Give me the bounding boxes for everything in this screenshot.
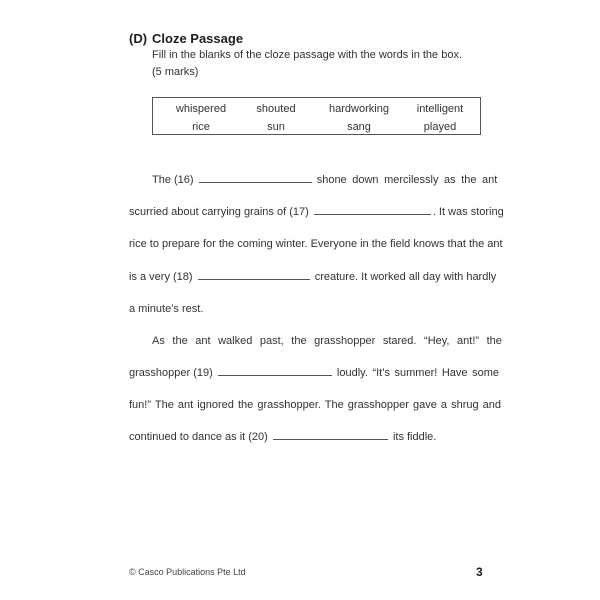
passage-text: grasshopper (19) bbox=[129, 367, 213, 379]
word-option: sang bbox=[347, 121, 371, 133]
passage-line bbox=[152, 173, 498, 187]
passage-line bbox=[152, 334, 502, 348]
passage-text: rice to prepare for the coming winter. Everyone in the field knows that the ant bbox=[129, 238, 503, 250]
passage-text: continued to dance as it (20) bbox=[129, 431, 268, 443]
passage-text: . It was storing bbox=[432, 206, 504, 218]
passage-text: As the ant walked past, the grasshopper stared. “Hey, ant!” the bbox=[152, 335, 502, 347]
blank-18[interactable] bbox=[198, 278, 310, 280]
word-option: rice bbox=[192, 121, 210, 133]
passage-line bbox=[129, 366, 499, 380]
passage-line bbox=[129, 302, 481, 316]
passage-line bbox=[129, 430, 481, 444]
word-box-row bbox=[153, 118, 480, 136]
passage-text: a minute’s rest. bbox=[129, 303, 204, 315]
passage-text: scurried about carrying grains of (17) bbox=[129, 206, 309, 218]
blank-19[interactable] bbox=[218, 374, 332, 376]
passage-line bbox=[129, 237, 503, 251]
passage-text: shone down mercilessly as the ant bbox=[316, 174, 498, 186]
word-option: hardworking bbox=[329, 103, 389, 115]
passage-text: loudly. “It’s summer! Have some bbox=[336, 367, 499, 379]
section-title: Cloze Passage bbox=[152, 31, 244, 46]
passage-line bbox=[129, 398, 502, 412]
word-option: shouted bbox=[256, 103, 296, 115]
passage-text: The (16) bbox=[152, 174, 194, 186]
blank-16[interactable] bbox=[199, 181, 312, 183]
section-label: (D) bbox=[129, 31, 148, 46]
passage-text: fun!” The ant ignored the grasshopper. The grasshopper gave a shrug and bbox=[129, 399, 502, 411]
word-box-row bbox=[153, 100, 480, 118]
passage-line bbox=[129, 270, 497, 284]
passage-text: its fiddle. bbox=[392, 431, 437, 443]
instruction-text: Fill in the blanks of the cloze passage with the words in the box. bbox=[152, 49, 463, 61]
marks-text: (5 marks) bbox=[152, 66, 199, 78]
passage-text: is a very (18) bbox=[129, 271, 193, 283]
page-number: 3 bbox=[476, 565, 483, 579]
word-option: played bbox=[423, 121, 457, 133]
passage-text: creature. It worked all day with hardly bbox=[314, 271, 497, 283]
word-box bbox=[152, 97, 481, 135]
blank-17[interactable] bbox=[314, 213, 431, 215]
word-option: whispered bbox=[175, 103, 227, 115]
word-option: intelligent bbox=[416, 103, 464, 115]
word-option: sun bbox=[267, 121, 285, 133]
copyright-notice: © Casco Publications Pte Ltd bbox=[129, 567, 246, 577]
passage-line bbox=[129, 205, 504, 219]
blank-20[interactable] bbox=[273, 438, 388, 440]
